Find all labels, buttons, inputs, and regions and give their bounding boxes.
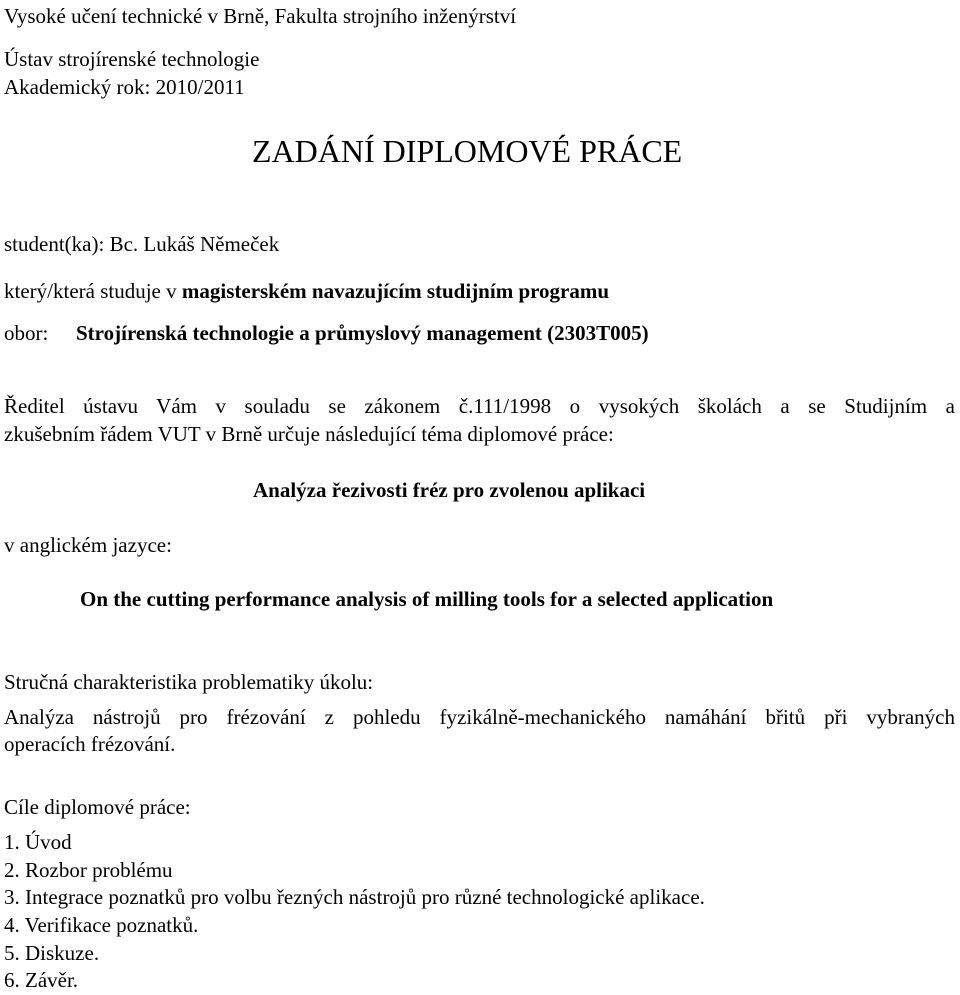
student-label: student(ka): [4, 232, 110, 256]
characteristics-line-2: operacích frézování. [4, 732, 176, 756]
field-value: Strojírenská technologie a průmyslový management (2303T005) [76, 321, 649, 345]
goal-item: 6. Závěr. [4, 968, 79, 992]
english-topic-label: v anglickém jazyce: [4, 533, 172, 557]
program-name: magisterském navazujícím studijním programu [181, 279, 610, 303]
topic-czech: Analýza řezivosti fréz pro zvolenou aplikaci [253, 478, 646, 502]
characteristics-line-1: Analýza nástrojů pro frézování z pohledu fyzikálně-mechanického namáhání břitů při vybraných [4, 705, 955, 729]
field-label: obor: [4, 321, 49, 345]
goal-item: 2. Rozbor problému [4, 858, 173, 882]
goal-item: 4. Verifikace poznatků. [4, 913, 199, 937]
student-name: Bc. Lukáš Němeček [109, 232, 280, 256]
intro-line-2: zkušebním řádem VUT v Brně určuje následující téma diplomové práce: [4, 422, 614, 446]
intro-line-1: Ředitel ústavu Vám v souladu se zákonem č.111/1998 o vysokých školách a se Studijním a [4, 394, 955, 418]
page-title: ZADÁNÍ DIPLOMOVÉ PRÁCE [252, 133, 683, 169]
student-line [4, 234, 279, 255]
topic-english: On the cutting performance analysis of milling tools for a selected application [80, 587, 774, 611]
university-header: Vysoké učení technické v Brně, Fakulta strojního inženýrství [4, 4, 517, 28]
institute-name: Ústav strojírenské technologie [4, 47, 260, 71]
goals-heading: Cíle diplomové práce: [4, 795, 191, 819]
program-line [4, 281, 609, 302]
goal-item: 1. Úvod [4, 830, 72, 854]
characteristics-heading: Stručná charakteristika problematiky úkolu: [4, 670, 374, 694]
goal-item: 5. Diskuze. [4, 941, 100, 965]
program-prefix: který/která studuje v [4, 279, 182, 303]
goal-item: 3. Integrace poznatků pro volbu řezných nástrojů pro různé technologické aplikace. [4, 885, 705, 909]
academic-year: Akademický rok: 2010/2011 [4, 75, 245, 99]
